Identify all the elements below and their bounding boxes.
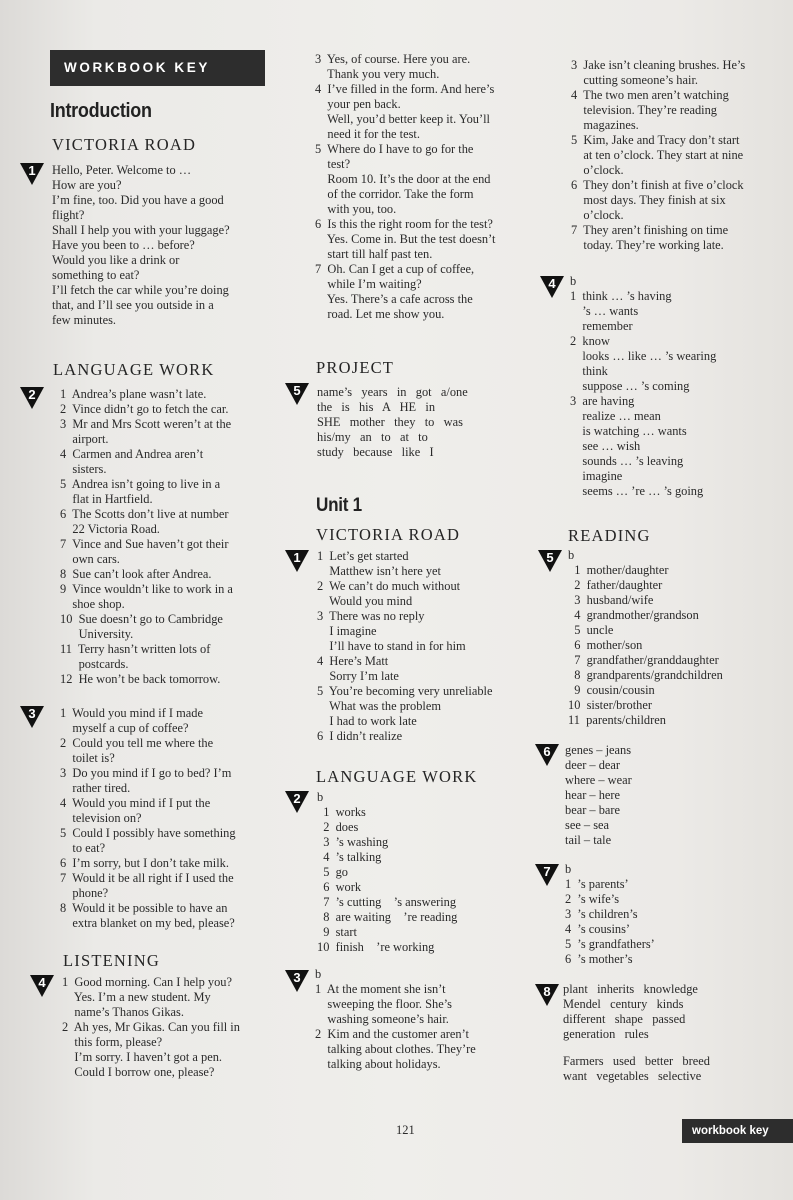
answer-line: plant inherits knowledge bbox=[563, 982, 698, 996]
answer-line: ’s … wants bbox=[570, 304, 639, 318]
answer-line: Room 10. It’s the door at the end bbox=[315, 172, 491, 186]
answer-line: want vegetables selective bbox=[563, 1069, 702, 1083]
answer-line: tail – tale bbox=[565, 833, 612, 847]
answer-line: 2 know bbox=[570, 334, 610, 348]
answer-line: television. They’re reading bbox=[571, 103, 718, 117]
answer-line: o’clock. bbox=[571, 163, 624, 177]
answer-line: bear – bare bbox=[565, 803, 621, 817]
answer-line: 5 Where do I have to go for the bbox=[315, 142, 474, 156]
answer-line: study because like I bbox=[317, 445, 434, 459]
answer-line: 5 Andrea isn’t going to live in a bbox=[60, 477, 221, 491]
answer-line: 2 does bbox=[317, 820, 359, 834]
answer-line: washing someone’s hair. bbox=[315, 1012, 449, 1026]
answer-line: b bbox=[570, 274, 577, 288]
exercise-badge-2: 2 bbox=[20, 387, 44, 409]
answer-line: hear – here bbox=[565, 788, 621, 802]
answer-line: Hello, Peter. Welcome to … bbox=[52, 163, 192, 177]
intro-exercise-5 bbox=[317, 385, 468, 460]
answer-line: something to eat? bbox=[52, 268, 140, 282]
answer-line: cutting someone’s hair. bbox=[571, 73, 698, 87]
answer-line: today. They’re working late. bbox=[571, 238, 724, 252]
unit1-exercise-1 bbox=[317, 549, 493, 744]
answer-line: 11 parents/children bbox=[568, 713, 666, 727]
answer-line: while I’m waiting? bbox=[315, 277, 422, 291]
answer-line: 4 ’s cousins’ bbox=[565, 922, 631, 936]
answer-line: b bbox=[568, 548, 575, 562]
answer-line: see … wish bbox=[570, 439, 641, 453]
answer-line: Would you mind bbox=[317, 594, 413, 608]
unit1-exercise-5 bbox=[568, 548, 723, 728]
answer-line: name’s Thanos Gikas. bbox=[62, 1005, 184, 1019]
answer-line: 2 Kim and the customer aren’t bbox=[315, 1027, 469, 1041]
answer-line: I’ll fetch the car while you’re doing bbox=[52, 283, 229, 297]
answer-line: need it for the test. bbox=[315, 127, 420, 141]
answer-line: 1 ’s parents’ bbox=[565, 877, 629, 891]
answer-line: airport. bbox=[60, 432, 109, 446]
answer-line: 1 Andrea’s plane wasn’t late. bbox=[60, 387, 207, 401]
answer-line: realize … mean bbox=[570, 409, 661, 423]
answer-line: sounds … ’s leaving bbox=[570, 454, 684, 468]
answer-line: I’ll have to stand in for him bbox=[317, 639, 466, 653]
answer-line: 2 Vince didn’t go to fetch the car. bbox=[60, 402, 229, 416]
answer-line: to eat? bbox=[60, 841, 106, 855]
answer-line: I imagine bbox=[317, 624, 377, 638]
answer-line: his/my an to at to bbox=[317, 430, 428, 444]
answer-line: 1 works bbox=[317, 805, 366, 819]
page-number: 121 bbox=[396, 1123, 415, 1137]
introduction-title: Introduction bbox=[50, 100, 152, 122]
intro-exercise-2 bbox=[60, 387, 233, 687]
answer-line: Could I borrow one, please? bbox=[62, 1065, 215, 1079]
language-work-heading: LANGUAGE WORK bbox=[53, 360, 215, 379]
unit1-exercise-8a bbox=[563, 982, 698, 1042]
unit1-exercise-badge-6: 6 bbox=[535, 744, 559, 766]
answer-line: 5 uncle bbox=[568, 623, 614, 637]
intro-exercise-1 bbox=[52, 163, 230, 328]
unit1-victoria-road-heading: VICTORIA ROAD bbox=[316, 525, 461, 544]
unit1-exercise-4 bbox=[570, 274, 716, 499]
answer-line: 6 They don’t finish at five o’clock bbox=[571, 178, 744, 192]
unit1-exercise-badge-5: 5 bbox=[538, 550, 562, 572]
answer-line: 3 Yes, of course. Here you are. bbox=[315, 52, 471, 66]
unit1-exercise-3 bbox=[315, 967, 476, 1072]
intro-exercise-4 bbox=[62, 975, 240, 1080]
answer-line: 10 sister/brother bbox=[568, 698, 652, 712]
answer-line: 1 Good morning. Can I help you? bbox=[62, 975, 233, 989]
answer-line: 4 I’ve filled in the form. And here’s bbox=[315, 82, 495, 96]
unit1-exercise-2 bbox=[317, 790, 457, 955]
answer-line: 7 They aren’t finishing on time bbox=[571, 223, 729, 237]
workbook-key-footer-tab: workbook key bbox=[682, 1119, 793, 1143]
answer-line: 8 grandparents/grandchildren bbox=[568, 668, 723, 682]
answer-line: sisters. bbox=[60, 462, 107, 476]
answer-line: 7 ’s cutting ’s answering bbox=[317, 895, 457, 909]
answer-line: Thank you very much. bbox=[315, 67, 440, 81]
answer-line: 5 Kim, Jake and Tracy don’t start bbox=[571, 133, 740, 147]
answer-line: 1 think … ’s having bbox=[570, 289, 672, 303]
answer-line: SHE mother they to was bbox=[317, 415, 463, 429]
answer-line: 10 Sue doesn’t go to Cambridge bbox=[60, 612, 223, 626]
answer-line: 8 Would it be possible to have an bbox=[60, 901, 228, 915]
answer-line: Yes. Come in. But the test doesn’t bbox=[315, 232, 496, 246]
unit1-language-work-heading: LANGUAGE WORK bbox=[316, 767, 478, 786]
answer-line: o’clock. bbox=[571, 208, 624, 222]
answer-line: Yes. I’m a new student. My bbox=[62, 990, 211, 1004]
answer-line: 4 Here’s Matt bbox=[317, 654, 389, 668]
answer-line: shoe shop. bbox=[60, 597, 125, 611]
unit1-exercise-badge-8: 8 bbox=[535, 984, 559, 1006]
answer-line: talking about clothes. They’re bbox=[315, 1042, 476, 1056]
answer-line: 1 At the moment she isn’t bbox=[315, 982, 446, 996]
answer-line: deer – dear bbox=[565, 758, 621, 772]
answer-line: Have you been to … before? bbox=[52, 238, 195, 252]
answer-line: start till half past ten. bbox=[315, 247, 433, 261]
answer-line: Well, you’d better keep it. You’ll bbox=[315, 112, 490, 126]
answer-line: of the corridor. Take the form bbox=[315, 187, 474, 201]
unit1-exercise-badge-4: 4 bbox=[540, 276, 564, 298]
exercise-badge-5: 5 bbox=[285, 383, 309, 405]
answer-line: myself a cup of coffee? bbox=[60, 721, 189, 735]
answer-line: 3 husband/wife bbox=[568, 593, 654, 607]
answer-line: Matthew isn’t here yet bbox=[317, 564, 441, 578]
answer-line: University. bbox=[60, 627, 134, 641]
answer-line: think bbox=[570, 364, 608, 378]
answer-line: 4 grandmother/grandson bbox=[568, 608, 699, 622]
answer-line: phone? bbox=[60, 886, 109, 900]
answer-line: 4 Carmen and Andrea aren’t bbox=[60, 447, 204, 461]
answer-line: 3 are having bbox=[570, 394, 635, 408]
answer-line: television on? bbox=[60, 811, 142, 825]
answer-line: with you, too. bbox=[315, 202, 397, 216]
answer-line: this form, please? bbox=[62, 1035, 163, 1049]
answer-line: toilet is? bbox=[60, 751, 115, 765]
answer-line: 3 ’s children’s bbox=[565, 907, 638, 921]
answer-line: 9 Vince wouldn’t like to work in a bbox=[60, 582, 233, 596]
answer-line: 7 grandfather/granddaughter bbox=[568, 653, 719, 667]
answer-line: 6 mother/son bbox=[568, 638, 643, 652]
answer-line: 6 work bbox=[317, 880, 362, 894]
answer-line: name’s years in got a/one bbox=[317, 385, 468, 399]
answer-line: 10 finish ’re working bbox=[317, 940, 435, 954]
answer-line: talking about holidays. bbox=[315, 1057, 441, 1071]
exercise-badge-4: 4 bbox=[30, 975, 54, 997]
answer-line: 9 cousin/cousin bbox=[568, 683, 655, 697]
answer-line: magazines. bbox=[571, 118, 639, 132]
unit1-exercise-badge-1: 1 bbox=[285, 550, 309, 572]
answer-line: 2 ’s wife’s bbox=[565, 892, 620, 906]
answer-line: How are you? bbox=[52, 178, 122, 192]
reading-heading: READING bbox=[568, 526, 651, 545]
unit-1-title: Unit 1 bbox=[316, 495, 362, 516]
answer-line: 1 mother/daughter bbox=[568, 563, 669, 577]
answer-line: 8 are waiting ’re reading bbox=[317, 910, 458, 924]
exercise-badge-1: 1 bbox=[20, 163, 44, 185]
unit1-exercise-badge-2: 2 bbox=[285, 791, 309, 813]
answer-line: 8 Sue can’t look after Andrea. bbox=[60, 567, 212, 581]
answer-line: 7 Would it be all right if I used the bbox=[60, 871, 234, 885]
answer-line: 4 Would you mind if I put the bbox=[60, 796, 211, 810]
answer-line: 2 Ah yes, Mr Gikas. Can you fill in bbox=[62, 1020, 240, 1034]
answer-line: 6 I’m sorry, but I don’t take milk. bbox=[60, 856, 229, 870]
answer-line: b bbox=[565, 862, 572, 876]
listening-heading: LISTENING bbox=[63, 951, 160, 970]
project-heading: PROJECT bbox=[316, 358, 395, 377]
answer-line: 5 Could I possibly have something bbox=[60, 826, 236, 840]
answer-line: b bbox=[315, 967, 322, 981]
unit1-exercise-badge-3: 3 bbox=[285, 970, 309, 992]
answer-line: 7 Vince and Sue haven’t got their bbox=[60, 537, 229, 551]
answer-line: 4 ’s talking bbox=[317, 850, 382, 864]
answer-line: the is his A HE in bbox=[317, 400, 436, 414]
answer-line: 3 Jake isn’t cleaning brushes. He’s bbox=[571, 58, 746, 72]
answer-line: I had to work late bbox=[317, 714, 417, 728]
answer-line: genes – jeans bbox=[565, 743, 632, 757]
answer-line: 5 ’s grandfathers’ bbox=[565, 937, 655, 951]
answer-line: that, and I’ll see you outside in a bbox=[52, 298, 214, 312]
answer-line: sweeping the floor. She’s bbox=[315, 997, 452, 1011]
unit1-exercise-8b bbox=[563, 1054, 710, 1084]
answer-line: Mendel century kinds bbox=[563, 997, 684, 1011]
answer-line: 6 The Scotts don’t live at number bbox=[60, 507, 229, 521]
answer-line: seems … ’re … ’s going bbox=[570, 484, 704, 498]
answer-line: remember bbox=[570, 319, 633, 333]
answer-line: 2 We can’t do much without bbox=[317, 579, 461, 593]
answer-line: Sorry I’m late bbox=[317, 669, 399, 683]
unit1-exercise-badge-7: 7 bbox=[535, 864, 559, 886]
answer-line: generation rules bbox=[563, 1027, 649, 1041]
answer-line: different shape passed bbox=[563, 1012, 686, 1026]
answer-line: Shall I help you with your luggage? bbox=[52, 223, 230, 237]
answer-line: 1 Would you mind if I made bbox=[60, 706, 203, 720]
answer-line: is watching … wants bbox=[570, 424, 687, 438]
answer-line: 3 ’s washing bbox=[317, 835, 389, 849]
answer-line: Farmers used better breed bbox=[563, 1054, 710, 1068]
answer-line: Yes. There’s a cafe across the bbox=[315, 292, 473, 306]
answer-line: road. Let me show you. bbox=[315, 307, 445, 321]
victoria-road-heading: VICTORIA ROAD bbox=[52, 135, 197, 154]
answer-line: 22 Victoria Road. bbox=[60, 522, 160, 536]
answer-line: 1 Let’s get started bbox=[317, 549, 409, 563]
answer-line: suppose … ’s coming bbox=[570, 379, 690, 393]
answer-line: 12 He won’t be back tomorrow. bbox=[60, 672, 221, 686]
answer-line: 3 Do you mind if I go to bed? I’m bbox=[60, 766, 232, 780]
intro-exercise-4-continued bbox=[315, 52, 495, 322]
answer-line: looks … like … ’s wearing bbox=[570, 349, 717, 363]
unit1-exercise-6 bbox=[565, 743, 632, 848]
answer-line: rather tired. bbox=[60, 781, 131, 795]
answer-line: 6 Is this the right room for the test? bbox=[315, 217, 493, 231]
answer-line: 2 father/daughter bbox=[568, 578, 663, 592]
intro-exercise-3 bbox=[60, 706, 236, 931]
answer-line: What was the problem bbox=[317, 699, 441, 713]
answer-line: 3 There was no reply bbox=[317, 609, 425, 623]
answer-line: 9 start bbox=[317, 925, 357, 939]
answer-line: 5 You’re becoming very unreliable bbox=[317, 684, 493, 698]
answer-line: 6 ’s mother’s bbox=[565, 952, 633, 966]
answer-line: 3 Mr and Mrs Scott weren’t at the bbox=[60, 417, 232, 431]
answer-line: imagine bbox=[570, 469, 623, 483]
answer-line: at ten o’clock. They start at nine bbox=[571, 148, 744, 162]
answer-line: 2 Could you tell me where the bbox=[60, 736, 214, 750]
answer-line: 4 The two men aren’t watching bbox=[571, 88, 729, 102]
answer-line: 6 I didn’t realize bbox=[317, 729, 403, 743]
answer-line: 11 Terry hasn’t written lots of bbox=[60, 642, 211, 656]
answer-line: I’m sorry. I haven’t got a pen. bbox=[62, 1050, 223, 1064]
answer-line: see – sea bbox=[565, 818, 610, 832]
workbook-key-header: WORKBOOK KEY bbox=[50, 50, 265, 86]
answer-line: few minutes. bbox=[52, 313, 117, 327]
answer-line: where – wear bbox=[565, 773, 632, 787]
answer-line: flight? bbox=[52, 208, 85, 222]
answer-line: postcards. bbox=[60, 657, 129, 671]
answer-line: most days. They finish at six bbox=[571, 193, 726, 207]
answer-line: I’m fine, too. Did you have a good bbox=[52, 193, 224, 207]
unit1-exercise-3-continued bbox=[571, 58, 745, 253]
exercise-badge-3: 3 bbox=[20, 706, 44, 728]
answer-line: b bbox=[317, 790, 324, 804]
answer-line: your pen back. bbox=[315, 97, 401, 111]
answer-line: 7 Oh. Can I get a cup of coffee, bbox=[315, 262, 475, 276]
answer-line: Would you like a drink or bbox=[52, 253, 180, 267]
answer-line: extra blanket on my bed, please? bbox=[60, 916, 235, 930]
answer-line: 5 go bbox=[317, 865, 348, 879]
answer-line: flat in Hartfield. bbox=[60, 492, 153, 506]
answer-line: own cars. bbox=[60, 552, 120, 566]
unit1-exercise-7 bbox=[565, 862, 655, 967]
answer-line: test? bbox=[315, 157, 351, 171]
